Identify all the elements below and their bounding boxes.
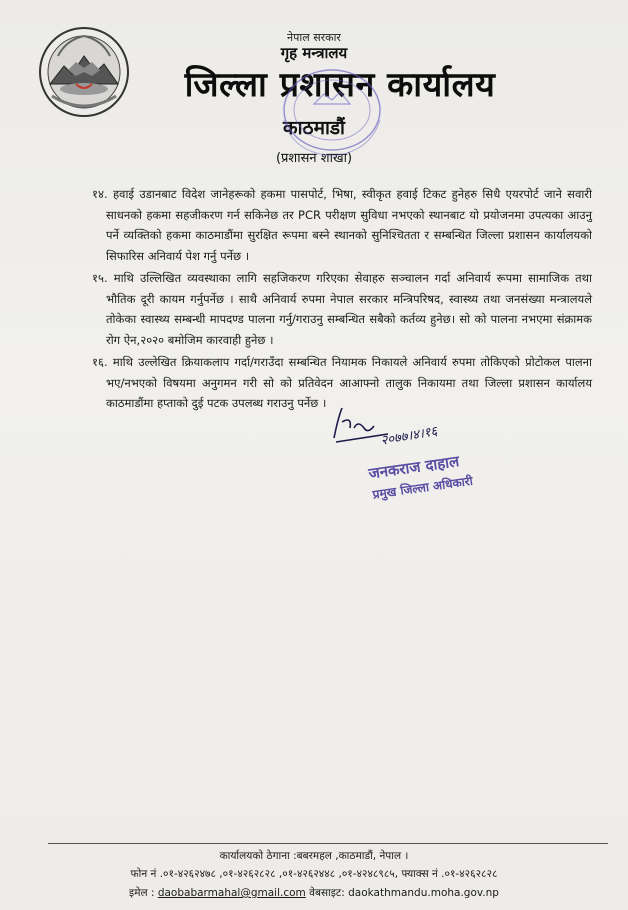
email-link[interactable]: daobabarmahal@gmail.com (157, 887, 306, 899)
footer-address: कार्यालयको ठेगाना :बबरमहल ,काठमाडौं, नेपाल । (219, 850, 409, 862)
footer-phone: फोन नं .०१-४२६२४७८ ,०१-४२६२८२८ ,०१-४२६२४४८ ,०१-४२४८९८५, फ्याक्स नं .०१-४२६२८२८ (130, 868, 498, 880)
website-link[interactable]: daokathmandu.moha.gov.np (348, 887, 499, 899)
district-label: काठमाडौं (283, 117, 345, 139)
ministry-label: गृह मन्त्रालय (280, 44, 348, 62)
body-text (92, 184, 592, 416)
paragraph-14: १४. हवाई उडानबाट विदेश जानेहरूको हकमा पासपोर्ट, भिषा, स्वीकृत हवाई टिकट हुनेहरु सिधै एयरपोर्ट जाने सवारी साधनको हकमा सहजीकरण गर्न सकिनेछ तर PCR परीक्षण सुविधा नभएको स्थानबाट यो प्रयोजनमा उपत्यका आउनु पर्ने व्यक्तिको हकमा काठमाडौंमा सुरक्षित रूपमा बस्ने स्थानको सुनिश्चितता र सम्बन्धित जिल्ला प्रशासन कार्यालयको सिफारिस अनिवार्य पेश गर्नु पर्नेछ । (92, 187, 592, 263)
paragraph-15: १५. माथि उल्लिखित व्यवस्थाका लागि सहजिकरण गरिएका सेवाहरु सञ्चालन गर्दा अनिवार्य रूपमा सामाजिक तथा भौतिक दूरी कायम गर्नुपर्नेछ । साथै अनिवार्य रुपमा नेपाल सरकार मन्त्रिपरिषद, स्वास्थ्य तथा जनसंख्या मन्त्रालयले तोकेका स्वास्थ्य सम्बन्धी मापदण्ड पालना गर्नु/गराउनु सम्बन्धित सबैको कर्तव्य हुनेछ। सो को पालना नभएमा संक्रामक रोग ऐन,२०२० बमोजिम कारवाही हुनेछ । (92, 271, 592, 347)
government-label: नेपाल सरकार (287, 31, 341, 44)
signatory-title-stamp: प्रमुख जिल्ला अधिकारी (371, 473, 474, 502)
branch-label: (प्रशासन शाखा) (275, 151, 353, 166)
signatory-name-stamp: जनकराज दाहाल (367, 452, 461, 483)
paragraph-16: १६. माथि उल्लेखित क्रियाकलाप गर्दा/गराउँदा सम्बन्धित नियामक निकायले अनिवार्य रुपमा तोकिएको प्रोटोकल पालना भए/नभएको विषयमा अनुगमन गरी सो को प्रतिवेदन आआफ्नो तालुक निकायमा तथा जिल्ला प्रशासन कार्यालय काठमाडौंमा हप्ताको दुई पटक उपलब्ध गराउनु पर्नेछ । (92, 355, 592, 410)
office-title: जिल्ला प्रशासन कार्यालय (184, 65, 496, 105)
footer-divider (48, 843, 608, 844)
website-label: वेबसाइट: (309, 887, 345, 899)
signature-date: २०७७।४।१६ (379, 424, 439, 449)
email-label: इमेल : (129, 887, 155, 899)
footer-contact (0, 886, 628, 900)
office-seal-stamp (262, 60, 396, 176)
